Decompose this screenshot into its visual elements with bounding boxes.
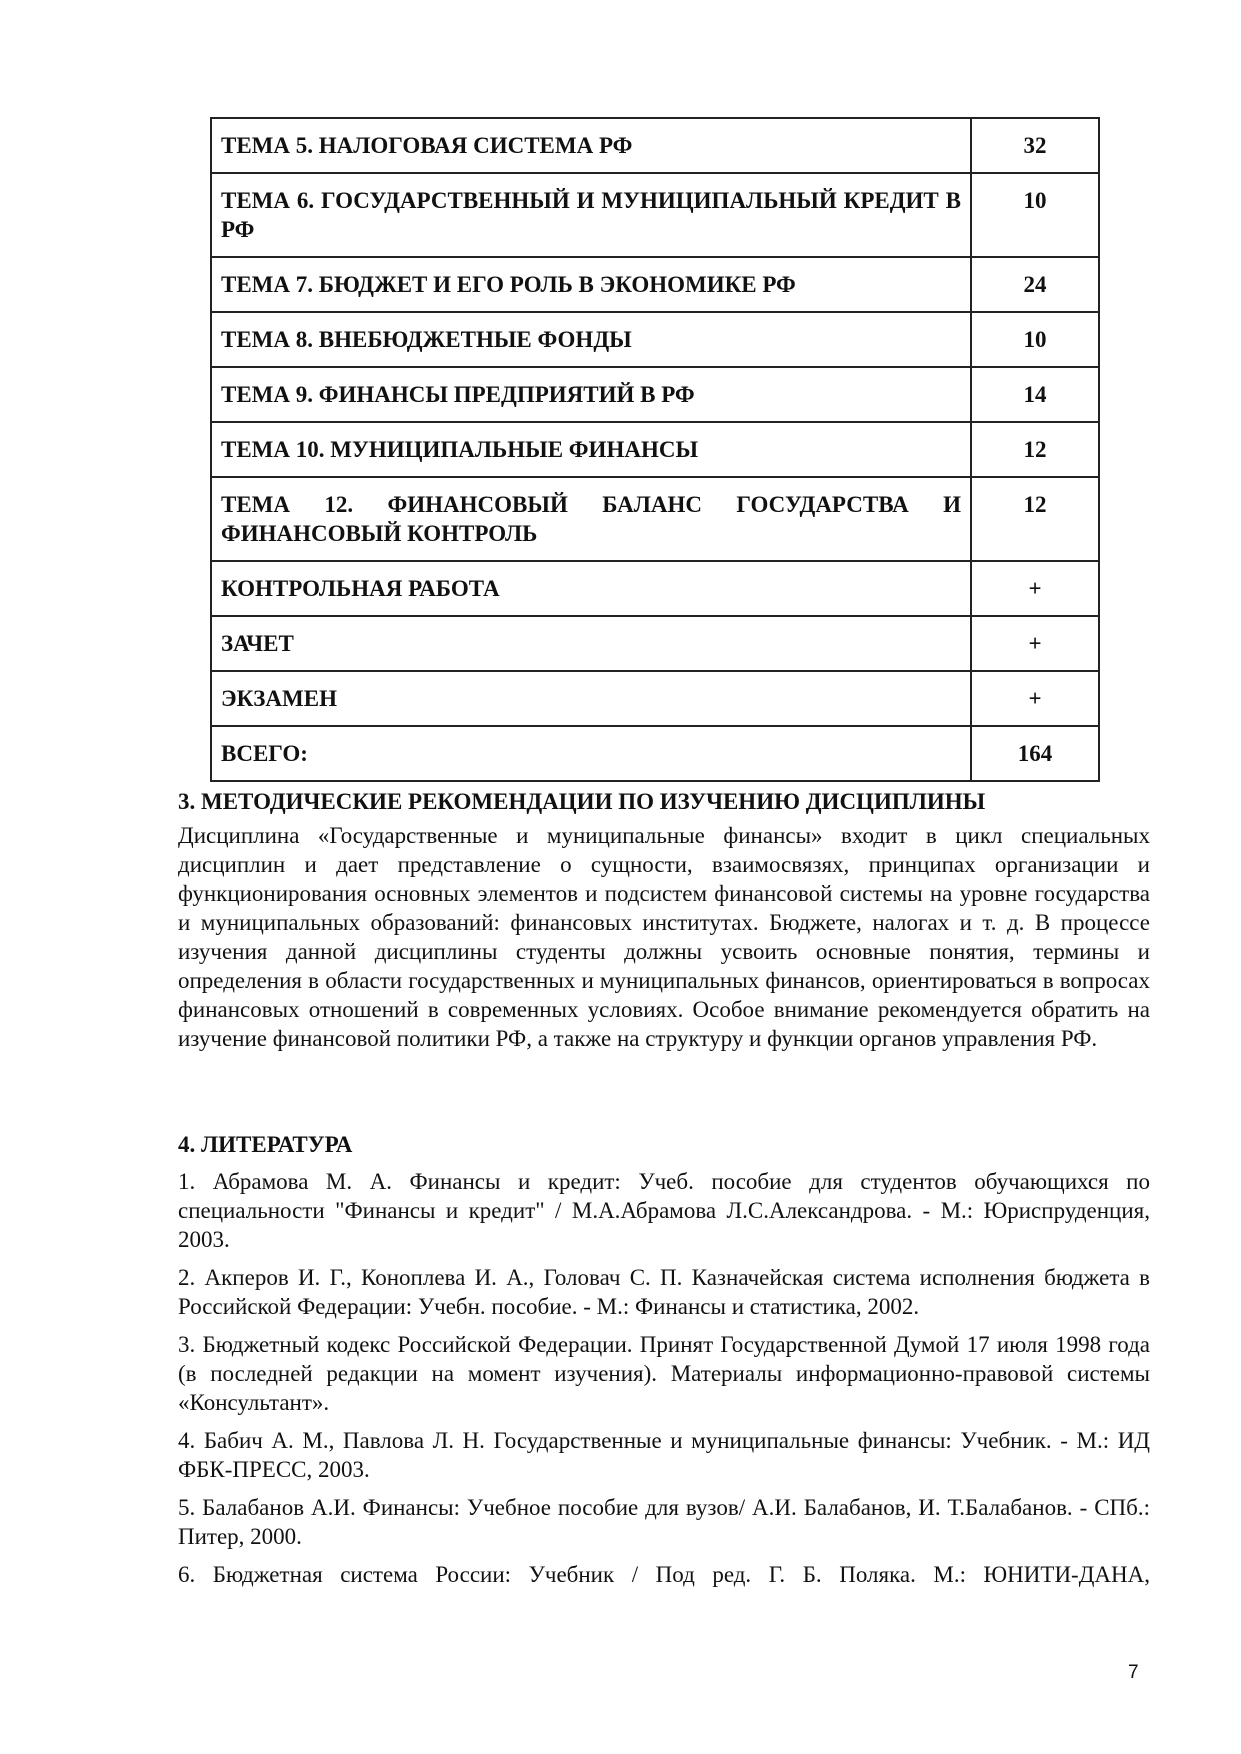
table-row xyxy=(211,118,1099,173)
hours-table xyxy=(210,117,1100,782)
methodology-section xyxy=(178,787,1150,1053)
table-row xyxy=(211,367,1099,422)
table-row xyxy=(211,477,1099,561)
literature-item: 6. Бюджетная система России: Учебник / Под ред. Г. Б. Поляка. М.: ЮНИТИ-ДАНА, xyxy=(178,1562,1150,1587)
table-row xyxy=(211,726,1099,781)
hours-cell: 24 xyxy=(971,257,1099,312)
hours-cell: + xyxy=(971,671,1099,726)
hours-cell: + xyxy=(971,616,1099,671)
topic-cell: КОНТРОЛЬНАЯ РАБОТА xyxy=(211,561,971,616)
topic-cell: ТЕМА 5. НАЛОГОВАЯ СИСТЕМА РФ xyxy=(211,118,971,173)
table-row xyxy=(211,561,1099,616)
hours-cell: 32 xyxy=(971,118,1099,173)
table-row xyxy=(211,312,1099,367)
topic-cell: ТЕМА 12. ФИНАНСОВЫЙ БАЛАНС ГОСУДАРСТВА И ФИНАНСОВЫЙ КОНТРОЛЬ xyxy=(211,477,971,561)
hours-cell: + xyxy=(971,561,1099,616)
hours-cell: 10 xyxy=(971,312,1099,367)
literature-item: 3. Бюджетный кодекс Российской Федерации. Принят Государственной Думой 17 июля 1998 года (в последней редакции на момент изучения). Материалы информационно-правовой системы «Консультант». xyxy=(178,1332,1150,1415)
hours-cell: 164 xyxy=(971,726,1099,781)
hours-cell: 12 xyxy=(971,477,1099,561)
topic-cell: ТЕМА 7. БЮДЖЕТ И ЕГО РОЛЬ В ЭКОНОМИКЕ РФ xyxy=(211,257,971,312)
topic-cell: ЭКЗАМЕН xyxy=(211,671,971,726)
topic-cell: ТЕМА 9. ФИНАНСЫ ПРЕДПРИЯТИЙ В РФ xyxy=(211,367,971,422)
topic-cell: ТЕМА 6. ГОСУДАРСТВЕННЫЙ И МУНИЦИПАЛЬНЫЙ КРЕДИТ В РФ xyxy=(211,173,971,257)
hours-cell: 12 xyxy=(971,422,1099,477)
table-row xyxy=(211,671,1099,726)
topic-cell: ВСЕГО: xyxy=(211,726,971,781)
table-row xyxy=(211,257,1099,312)
topic-cell: ТЕМА 8. ВНЕБЮДЖЕТНЫЕ ФОНДЫ xyxy=(211,312,971,367)
table-row xyxy=(211,173,1099,257)
section-heading: 3. МЕТОДИЧЕСКИЕ РЕКОМЕНДАЦИИ ПО ИЗУЧЕНИЮ ДИСЦИПЛИНЫ xyxy=(178,789,986,814)
topic-cell: ЗАЧЕТ xyxy=(211,616,971,671)
hours-cell: 14 xyxy=(971,367,1099,422)
literature-item: 5. Балабанов А.И. Финансы: Учебное пособие для вузов/ А.И. Балабанов, И. Т.Балабанов. - СПб.: Питер, 2000. xyxy=(178,1495,1150,1549)
table-row xyxy=(211,616,1099,671)
literature-section xyxy=(178,1130,1150,1598)
hours-cell: 10 xyxy=(971,173,1099,257)
table-row xyxy=(211,422,1099,477)
topic-cell: ТЕМА 10. МУНИЦИПАЛЬНЫЕ ФИНАНСЫ xyxy=(211,422,971,477)
literature-item: 1. Абрамова М. А. Финансы и кредит: Учеб. пособие для студентов обучающихся по специальности "Финансы и кредит" / М.А.Абрамова Л.С.Александрова. - М.: Юриспруденция, 2003. xyxy=(178,1169,1150,1252)
page-number: 7 xyxy=(1128,1662,1139,1683)
methodology-paragraph: Дисциплина «Государственные и муниципальные финансы» входит в цикл специальных дисциплин и дает представление о сущности, взаимосвязях, принципах организации и функционирования основных элементов и подсистем финансовой системы на уровне государства и муниципальных образований: финансовых институтах. Бюджете, налогах и т. д. В процессе изучения данной дисциплины студенты должны усвоить основные понятия, термины и определения в области государственных и муниципальных финансов, ориентироваться в вопросах финансовых отношений в современных условиях. Особое внимание рекомендуется обратить на изучение финансовой политики РФ, а также на структуру и функции органов управления РФ. xyxy=(178,823,1150,1051)
literature-item: 4. Бабич А. М., Павлова Л. Н. Государственные и муниципальные финансы: Учебник. - М.: ИД ФБК-ПРЕСС, 2003. xyxy=(178,1428,1150,1482)
literature-item: 2. Акперов И. Г., Коноплева И. А., Головач С. П. Казначейская система исполнения бюджета в Российской Федерации: Учебн. пособие. - М.: Финансы и статистика, 2002. xyxy=(178,1265,1150,1319)
section-heading: 4. ЛИТЕРАТУРА xyxy=(178,1132,353,1157)
